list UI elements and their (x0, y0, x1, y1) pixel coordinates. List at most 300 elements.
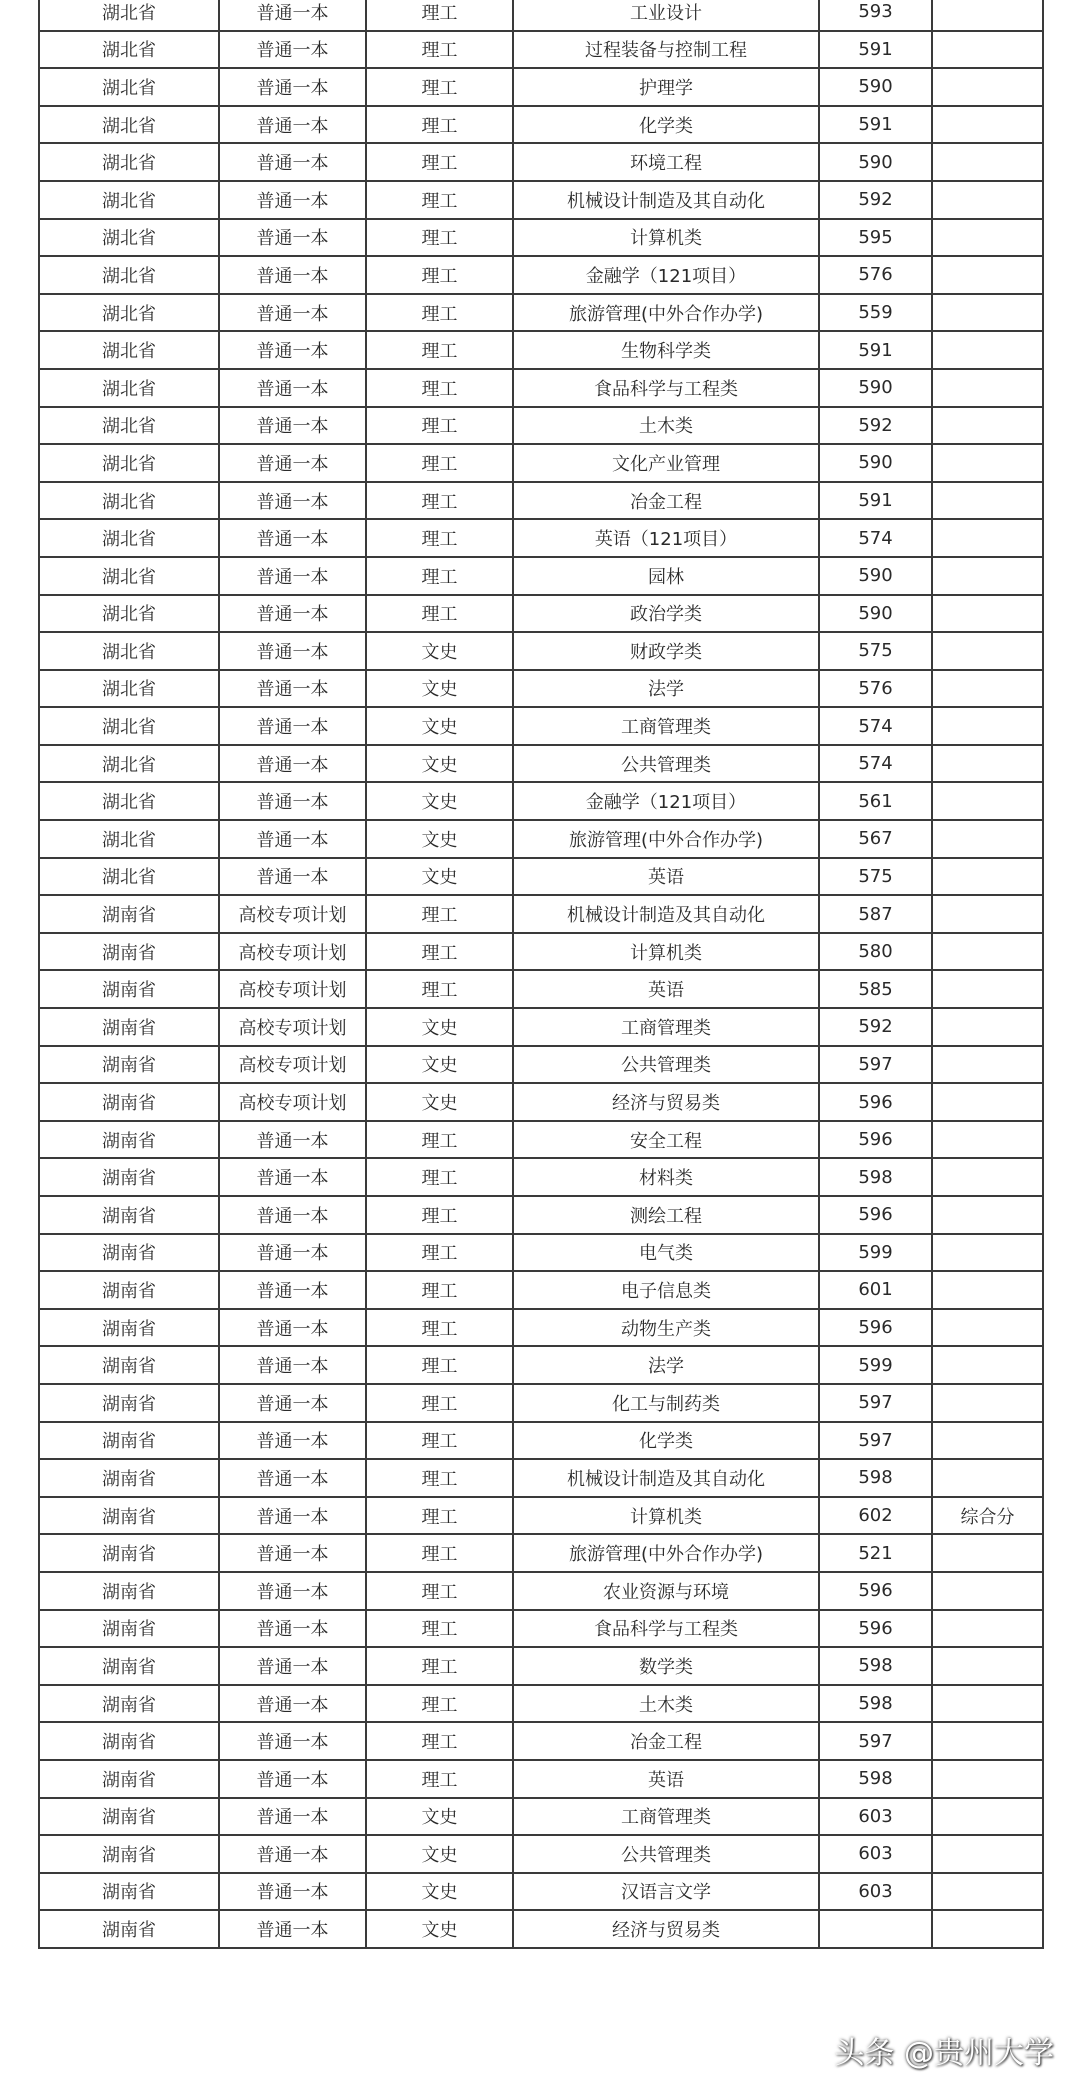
note-cell (932, 444, 1043, 482)
batch-cell: 普通一本 (219, 294, 366, 332)
major-cell: 金融学（121项目） (513, 256, 819, 294)
batch-cell: 普通一本 (219, 670, 366, 708)
province-cell: 湖南省 (39, 933, 219, 971)
score-cell: 591 (819, 106, 932, 144)
note-cell (932, 895, 1043, 933)
table-row (39, 1722, 1043, 1760)
score-cell: 596 (819, 1610, 932, 1648)
score-cell: 590 (819, 557, 932, 595)
category-cell: 理工 (366, 1610, 513, 1648)
category-cell: 理工 (366, 1685, 513, 1723)
table-row (39, 219, 1043, 257)
batch-cell: 普通一本 (219, 1647, 366, 1685)
category-cell: 理工 (366, 1422, 513, 1460)
category-cell: 理工 (366, 444, 513, 482)
major-cell: 测绘工程 (513, 1196, 819, 1234)
score-cell: 598 (819, 1647, 932, 1685)
note-cell (932, 1309, 1043, 1347)
batch-cell: 普通一本 (219, 1196, 366, 1234)
note-cell (932, 68, 1043, 106)
note-cell (932, 1873, 1043, 1911)
batch-cell: 普通一本 (219, 1271, 366, 1309)
note-cell (932, 707, 1043, 745)
major-cell: 旅游管理(中外合作办学) (513, 294, 819, 332)
score-cell: 599 (819, 1346, 932, 1384)
table-row (39, 1647, 1043, 1685)
table-row (39, 294, 1043, 332)
batch-cell: 普通一本 (219, 106, 366, 144)
category-cell: 文史 (366, 670, 513, 708)
batch-cell: 普通一本 (219, 1459, 366, 1497)
major-cell: 公共管理类 (513, 745, 819, 783)
province-cell: 湖南省 (39, 1309, 219, 1347)
score-cell: 521 (819, 1534, 932, 1572)
major-cell: 化工与制药类 (513, 1384, 819, 1422)
admission-score-table (38, 0, 1044, 1949)
note-cell (932, 1459, 1043, 1497)
batch-cell: 普通一本 (219, 31, 366, 69)
province-cell: 湖南省 (39, 1046, 219, 1084)
table-row (39, 670, 1043, 708)
province-cell: 湖北省 (39, 707, 219, 745)
score-cell: 574 (819, 707, 932, 745)
note-cell (932, 0, 1043, 31)
table-row (39, 0, 1043, 31)
batch-cell: 普通一本 (219, 1534, 366, 1572)
score-cell: 595 (819, 219, 932, 257)
note-cell (932, 1046, 1043, 1084)
table-row (39, 444, 1043, 482)
category-cell: 理工 (366, 1572, 513, 1610)
batch-cell: 普通一本 (219, 1309, 366, 1347)
note-cell (932, 557, 1043, 595)
batch-cell: 普通一本 (219, 707, 366, 745)
province-cell: 湖南省 (39, 1647, 219, 1685)
table-row (39, 143, 1043, 181)
note-cell (932, 933, 1043, 971)
note-cell (932, 1234, 1043, 1272)
table-row (39, 1534, 1043, 1572)
province-cell: 湖南省 (39, 1422, 219, 1460)
table-row (39, 1760, 1043, 1798)
score-cell: 603 (819, 1873, 932, 1911)
score-cell: 580 (819, 933, 932, 971)
batch-cell: 普通一本 (219, 256, 366, 294)
category-cell: 文史 (366, 1835, 513, 1873)
table-row (39, 1158, 1043, 1196)
table-row (39, 933, 1043, 971)
note-cell (932, 1121, 1043, 1159)
note-cell (932, 670, 1043, 708)
note-cell (932, 143, 1043, 181)
batch-cell: 普通一本 (219, 858, 366, 896)
category-cell: 文史 (366, 1083, 513, 1121)
category-cell: 理工 (366, 294, 513, 332)
province-cell: 湖北省 (39, 181, 219, 219)
note-cell (932, 1422, 1043, 1460)
table-row (39, 181, 1043, 219)
batch-cell: 普通一本 (219, 444, 366, 482)
table-row (39, 31, 1043, 69)
score-cell: 596 (819, 1083, 932, 1121)
note-cell (932, 519, 1043, 557)
major-cell: 机械设计制造及其自动化 (513, 895, 819, 933)
major-cell: 经济与贸易类 (513, 1083, 819, 1121)
category-cell: 理工 (366, 595, 513, 633)
table-body (39, 0, 1043, 1948)
province-cell: 湖北省 (39, 632, 219, 670)
table-row (39, 1835, 1043, 1873)
major-cell: 安全工程 (513, 1121, 819, 1159)
batch-cell: 普通一本 (219, 1760, 366, 1798)
note-cell (932, 1760, 1043, 1798)
note-cell (932, 1835, 1043, 1873)
score-cell: 574 (819, 519, 932, 557)
score-cell: 599 (819, 1234, 932, 1272)
major-cell: 机械设计制造及其自动化 (513, 181, 819, 219)
province-cell: 湖南省 (39, 1158, 219, 1196)
province-cell: 湖北省 (39, 68, 219, 106)
batch-cell: 普通一本 (219, 519, 366, 557)
major-cell: 公共管理类 (513, 1835, 819, 1873)
batch-cell: 普通一本 (219, 1497, 366, 1535)
batch-cell: 高校专项计划 (219, 1046, 366, 1084)
province-cell: 湖南省 (39, 1685, 219, 1723)
score-cell (819, 1910, 932, 1948)
batch-cell: 普通一本 (219, 68, 366, 106)
table-row (39, 1121, 1043, 1159)
score-cell: 602 (819, 1497, 932, 1535)
note-cell (932, 369, 1043, 407)
major-cell: 冶金工程 (513, 482, 819, 520)
note-cell (932, 294, 1043, 332)
category-cell: 理工 (366, 1384, 513, 1422)
batch-cell: 普通一本 (219, 1234, 366, 1272)
category-cell: 理工 (366, 1722, 513, 1760)
batch-cell: 普通一本 (219, 820, 366, 858)
batch-cell: 高校专项计划 (219, 895, 366, 933)
province-cell: 湖南省 (39, 895, 219, 933)
batch-cell: 普通一本 (219, 1722, 366, 1760)
table-row (39, 1384, 1043, 1422)
batch-cell: 高校专项计划 (219, 970, 366, 1008)
category-cell: 理工 (366, 181, 513, 219)
major-cell: 冶金工程 (513, 1722, 819, 1760)
major-cell: 旅游管理(中外合作办学) (513, 1534, 819, 1572)
category-cell: 理工 (366, 143, 513, 181)
batch-cell: 普通一本 (219, 1835, 366, 1873)
score-cell: 596 (819, 1196, 932, 1234)
batch-cell: 普通一本 (219, 482, 366, 520)
major-cell: 园林 (513, 557, 819, 595)
batch-cell: 普通一本 (219, 1873, 366, 1911)
category-cell: 理工 (366, 369, 513, 407)
table-row (39, 557, 1043, 595)
table-row (39, 1346, 1043, 1384)
province-cell: 湖北省 (39, 256, 219, 294)
major-cell: 电子信息类 (513, 1271, 819, 1309)
score-cell: 592 (819, 407, 932, 445)
province-cell: 湖北省 (39, 820, 219, 858)
category-cell: 理工 (366, 933, 513, 971)
province-cell: 湖北省 (39, 519, 219, 557)
province-cell: 湖南省 (39, 1008, 219, 1046)
table-row (39, 256, 1043, 294)
score-cell: 603 (819, 1835, 932, 1873)
category-cell: 理工 (366, 106, 513, 144)
province-cell: 湖南省 (39, 1722, 219, 1760)
major-cell: 金融学（121项目） (513, 782, 819, 820)
major-cell: 材料类 (513, 1158, 819, 1196)
score-cell: 590 (819, 444, 932, 482)
table-row (39, 1271, 1043, 1309)
major-cell: 财政学类 (513, 632, 819, 670)
table-row (39, 1196, 1043, 1234)
province-cell: 湖北省 (39, 782, 219, 820)
province-cell: 湖北省 (39, 858, 219, 896)
table-row (39, 707, 1043, 745)
table-row (39, 782, 1043, 820)
province-cell: 湖北省 (39, 444, 219, 482)
major-cell: 护理学 (513, 68, 819, 106)
table-row (39, 970, 1043, 1008)
note-cell (932, 181, 1043, 219)
province-cell: 湖北省 (39, 595, 219, 633)
batch-cell: 普通一本 (219, 0, 366, 31)
major-cell: 化学类 (513, 1422, 819, 1460)
note-cell (932, 1384, 1043, 1422)
category-cell: 理工 (366, 895, 513, 933)
major-cell: 英语 (513, 858, 819, 896)
note-cell (932, 1610, 1043, 1648)
score-cell: 597 (819, 1422, 932, 1460)
score-cell: 593 (819, 0, 932, 31)
category-cell: 理工 (366, 557, 513, 595)
table-row (39, 407, 1043, 445)
batch-cell: 普通一本 (219, 1346, 366, 1384)
major-cell: 电气类 (513, 1234, 819, 1272)
note-cell (932, 745, 1043, 783)
table-row (39, 1234, 1043, 1272)
score-cell: 576 (819, 670, 932, 708)
table-row (39, 595, 1043, 633)
province-cell: 湖南省 (39, 1835, 219, 1873)
batch-cell: 普通一本 (219, 632, 366, 670)
category-cell: 文史 (366, 1046, 513, 1084)
major-cell: 法学 (513, 1346, 819, 1384)
province-cell: 湖南省 (39, 1234, 219, 1272)
major-cell: 过程装备与控制工程 (513, 31, 819, 69)
score-cell: 587 (819, 895, 932, 933)
score-cell: 598 (819, 1685, 932, 1723)
table-row (39, 632, 1043, 670)
score-cell: 591 (819, 31, 932, 69)
major-cell: 工商管理类 (513, 1798, 819, 1836)
province-cell: 湖北省 (39, 31, 219, 69)
major-cell: 经济与贸易类 (513, 1910, 819, 1948)
major-cell: 文化产业管理 (513, 444, 819, 482)
major-cell: 工商管理类 (513, 1008, 819, 1046)
province-cell: 湖北省 (39, 407, 219, 445)
province-cell: 湖北省 (39, 143, 219, 181)
province-cell: 湖南省 (39, 1497, 219, 1535)
table-row (39, 820, 1043, 858)
score-cell: 603 (819, 1798, 932, 1836)
province-cell: 湖北省 (39, 106, 219, 144)
province-cell: 湖南省 (39, 1384, 219, 1422)
batch-cell: 普通一本 (219, 1422, 366, 1460)
table-row (39, 745, 1043, 783)
category-cell: 文史 (366, 1873, 513, 1911)
category-cell: 理工 (366, 519, 513, 557)
major-cell: 公共管理类 (513, 1046, 819, 1084)
province-cell: 湖南省 (39, 1873, 219, 1911)
batch-cell: 普通一本 (219, 1384, 366, 1422)
major-cell: 工业设计 (513, 0, 819, 31)
category-cell: 文史 (366, 1798, 513, 1836)
batch-cell: 普通一本 (219, 1685, 366, 1723)
note-cell (932, 858, 1043, 896)
score-cell: 598 (819, 1459, 932, 1497)
batch-cell: 普通一本 (219, 1121, 366, 1159)
category-cell: 理工 (366, 1497, 513, 1535)
province-cell: 湖南省 (39, 1346, 219, 1384)
batch-cell: 普通一本 (219, 181, 366, 219)
category-cell: 理工 (366, 1534, 513, 1572)
batch-cell: 普通一本 (219, 369, 366, 407)
table-row (39, 1008, 1043, 1046)
category-cell: 理工 (366, 31, 513, 69)
batch-cell: 高校专项计划 (219, 1083, 366, 1121)
province-cell: 湖北省 (39, 482, 219, 520)
batch-cell: 普通一本 (219, 1610, 366, 1648)
province-cell: 湖南省 (39, 1459, 219, 1497)
batch-cell: 普通一本 (219, 557, 366, 595)
province-cell: 湖北省 (39, 369, 219, 407)
table-row (39, 1572, 1043, 1610)
note-cell (932, 1572, 1043, 1610)
major-cell: 食品科学与工程类 (513, 1610, 819, 1648)
major-cell: 法学 (513, 670, 819, 708)
province-cell: 湖北省 (39, 331, 219, 369)
batch-cell: 普通一本 (219, 1910, 366, 1948)
category-cell: 文史 (366, 707, 513, 745)
batch-cell: 普通一本 (219, 745, 366, 783)
category-cell: 文史 (366, 858, 513, 896)
category-cell: 理工 (366, 1647, 513, 1685)
batch-cell: 普通一本 (219, 782, 366, 820)
category-cell: 理工 (366, 1121, 513, 1159)
note-cell (932, 1798, 1043, 1836)
note-cell (932, 1534, 1043, 1572)
major-cell: 英语（121项目） (513, 519, 819, 557)
table-row (39, 1610, 1043, 1648)
category-cell: 文史 (366, 1008, 513, 1046)
major-cell: 计算机类 (513, 933, 819, 971)
score-cell: 591 (819, 482, 932, 520)
major-cell: 食品科学与工程类 (513, 369, 819, 407)
note-cell (932, 256, 1043, 294)
category-cell: 理工 (366, 0, 513, 31)
province-cell: 湖南省 (39, 1196, 219, 1234)
table-row (39, 1910, 1043, 1948)
table-row (39, 1873, 1043, 1911)
category-cell: 理工 (366, 482, 513, 520)
score-cell: 601 (819, 1271, 932, 1309)
category-cell: 理工 (366, 407, 513, 445)
province-cell: 湖北省 (39, 745, 219, 783)
score-cell: 575 (819, 632, 932, 670)
table-row (39, 369, 1043, 407)
major-cell: 机械设计制造及其自动化 (513, 1459, 819, 1497)
major-cell: 政治学类 (513, 595, 819, 633)
category-cell: 理工 (366, 331, 513, 369)
note-cell (932, 1008, 1043, 1046)
score-cell: 590 (819, 369, 932, 407)
score-cell: 561 (819, 782, 932, 820)
score-cell: 592 (819, 1008, 932, 1046)
province-cell: 湖北省 (39, 557, 219, 595)
category-cell: 理工 (366, 1459, 513, 1497)
score-cell: 559 (819, 294, 932, 332)
major-cell: 动物生产类 (513, 1309, 819, 1347)
score-cell: 574 (819, 745, 932, 783)
batch-cell: 普通一本 (219, 1798, 366, 1836)
score-cell: 590 (819, 68, 932, 106)
table-row (39, 1798, 1043, 1836)
province-cell: 湖南省 (39, 1271, 219, 1309)
category-cell: 文史 (366, 632, 513, 670)
major-cell: 旅游管理(中外合作办学) (513, 820, 819, 858)
province-cell: 湖北省 (39, 0, 219, 31)
score-cell: 585 (819, 970, 932, 1008)
province-cell: 湖南省 (39, 1121, 219, 1159)
table-row (39, 106, 1043, 144)
table-row (39, 1459, 1043, 1497)
province-cell: 湖北省 (39, 219, 219, 257)
table-row (39, 1046, 1043, 1084)
note-cell (932, 1083, 1043, 1121)
province-cell: 湖南省 (39, 1910, 219, 1948)
note-cell (932, 219, 1043, 257)
score-cell: 567 (819, 820, 932, 858)
table-row (39, 1422, 1043, 1460)
major-cell: 环境工程 (513, 143, 819, 181)
note-cell (932, 482, 1043, 520)
province-cell: 湖北省 (39, 294, 219, 332)
score-cell: 590 (819, 595, 932, 633)
score-cell: 598 (819, 1158, 932, 1196)
major-cell: 英语 (513, 1760, 819, 1798)
note-cell (932, 1196, 1043, 1234)
note-cell: 综合分 (932, 1497, 1043, 1535)
note-cell (932, 632, 1043, 670)
note-cell (932, 1271, 1043, 1309)
category-cell: 理工 (366, 1196, 513, 1234)
category-cell: 理工 (366, 1309, 513, 1347)
batch-cell: 普通一本 (219, 143, 366, 181)
note-cell (932, 1910, 1043, 1948)
category-cell: 理工 (366, 219, 513, 257)
province-cell: 湖南省 (39, 1760, 219, 1798)
watermark: 头条 @贵州大学 (834, 2036, 1054, 2071)
category-cell: 理工 (366, 1346, 513, 1384)
batch-cell: 普通一本 (219, 1158, 366, 1196)
note-cell (932, 407, 1043, 445)
province-cell: 湖南省 (39, 970, 219, 1008)
major-cell: 计算机类 (513, 1497, 819, 1535)
major-cell: 生物科学类 (513, 331, 819, 369)
